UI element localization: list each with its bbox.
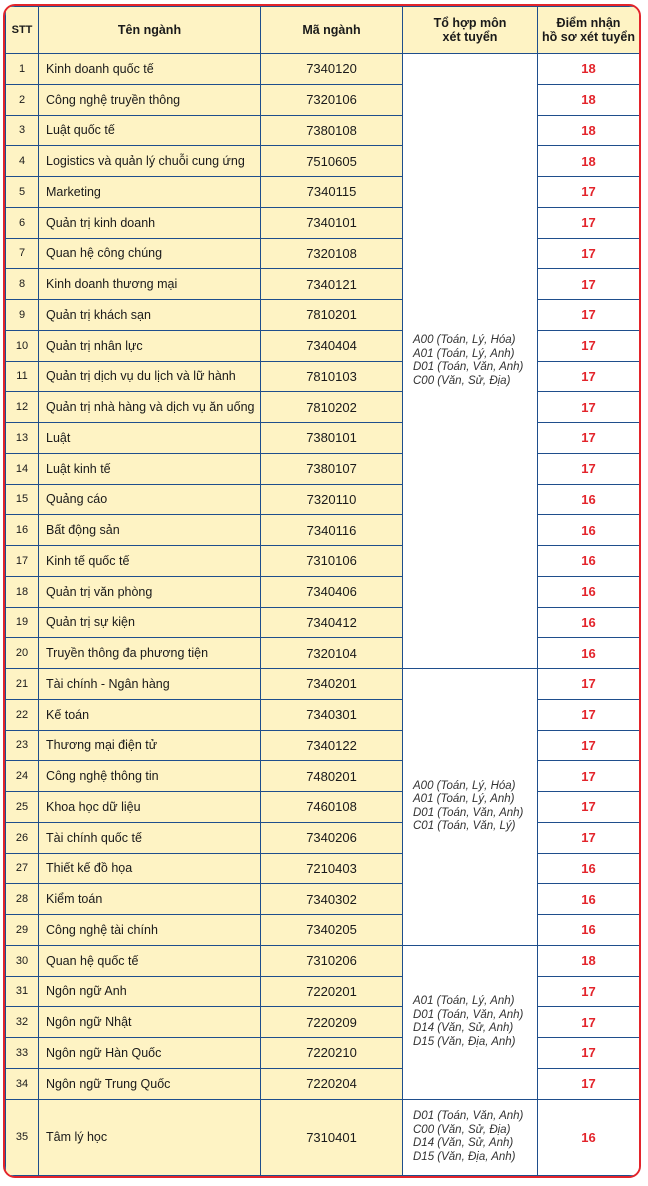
row-stt: 1 [6,54,39,85]
table-row [6,453,640,484]
row-major-name: Quản trị văn phòng [39,576,261,607]
row-major-code: 7460108 [261,792,403,823]
table-row [6,484,640,515]
row-major-code: 7320110 [261,484,403,515]
row-stt: 21 [6,669,39,700]
table-row [6,54,640,85]
row-major-name: Luật kinh tế [39,453,261,484]
row-stt: 10 [6,330,39,361]
row-min-score: 17 [538,1038,640,1069]
row-major-code: 7480201 [261,761,403,792]
row-stt: 33 [6,1038,39,1069]
row-major-code: 7340122 [261,730,403,761]
table-row [6,607,640,638]
row-min-score: 17 [538,699,640,730]
row-stt: 16 [6,515,39,546]
row-min-score: 17 [538,177,640,208]
header-score: Điểm nhận hồ sơ xét tuyển [538,7,640,54]
row-major-code: 7340406 [261,576,403,607]
row-major-name: Thiết kế đồ họa [39,853,261,884]
row-major-name: Ngôn ngữ Trung Quốc [39,1068,261,1099]
row-major-name: Marketing [39,177,261,208]
row-stt: 17 [6,546,39,577]
row-min-score: 17 [538,392,640,423]
row-major-name: Công nghệ truyền thông [39,84,261,115]
row-min-score: 16 [538,638,640,669]
row-stt: 26 [6,822,39,853]
header-code: Mã ngành [261,7,403,54]
row-stt: 18 [6,576,39,607]
row-major-code: 7320108 [261,238,403,269]
row-min-score: 17 [538,453,640,484]
row-min-score: 16 [538,484,640,515]
table-row [6,638,640,669]
row-major-name: Quản trị sự kiện [39,607,261,638]
row-min-score: 17 [538,730,640,761]
row-stt: 20 [6,638,39,669]
row-major-code: 7380101 [261,423,403,454]
row-min-score: 16 [538,884,640,915]
row-major-code: 7340206 [261,822,403,853]
row-major-name: Luật quốc tế [39,115,261,146]
table-row [6,853,640,884]
table-row [6,915,640,946]
row-major-code: 7340412 [261,607,403,638]
row-major-code: 7310206 [261,945,403,976]
row-major-code: 7340302 [261,884,403,915]
row-stt: 23 [6,730,39,761]
table-row [6,115,640,146]
table-row [6,177,640,208]
row-stt: 31 [6,976,39,1007]
row-stt: 24 [6,761,39,792]
row-stt: 25 [6,792,39,823]
row-major-name: Khoa học dữ liệu [39,792,261,823]
row-major-name: Quản trị nhân lực [39,330,261,361]
table-row [6,1068,640,1099]
admission-table-frame [3,4,641,1178]
row-major-code: 7220204 [261,1068,403,1099]
row-stt: 28 [6,884,39,915]
row-major-code: 7310401 [261,1099,403,1176]
row-major-code: 7810201 [261,300,403,331]
table-row [6,761,640,792]
row-major-name: Tài chính quốc tế [39,822,261,853]
row-min-score: 17 [538,1007,640,1038]
table-row [6,792,640,823]
table-row [6,884,640,915]
table-row [6,84,640,115]
row-major-code: 7380108 [261,115,403,146]
row-major-name: Quan hệ công chúng [39,238,261,269]
row-min-score: 18 [538,146,640,177]
row-major-code: 7210403 [261,853,403,884]
row-stt: 12 [6,392,39,423]
row-major-name: Quản trị nhà hàng và dịch vụ ăn uống [39,392,261,423]
row-major-name: Kinh doanh thương mại [39,269,261,300]
row-min-score: 17 [538,792,640,823]
row-major-code: 7340116 [261,515,403,546]
row-min-score: 17 [538,822,640,853]
row-min-score: 17 [538,238,640,269]
row-min-score: 17 [538,1068,640,1099]
row-stt: 22 [6,699,39,730]
row-stt: 15 [6,484,39,515]
row-major-code: 7510605 [261,146,403,177]
row-major-code: 7320106 [261,84,403,115]
row-major-name: Kế toán [39,699,261,730]
table-row [6,300,640,331]
table-row [6,361,640,392]
row-major-code: 7220209 [261,1007,403,1038]
row-stt: 5 [6,177,39,208]
row-major-code: 7340201 [261,669,403,700]
header-stt: STT [6,7,39,54]
row-min-score: 16 [538,515,640,546]
table-row [6,330,640,361]
header-name: Tên ngành [39,7,261,54]
table-row [6,699,640,730]
row-major-code: 7220201 [261,976,403,1007]
row-major-name: Công nghệ tài chính [39,915,261,946]
subject-combination-cell: A00 (Toán, Lý, Hóa) A01 (Toán, Lý, Anh) D01 (Toán, Văn, Anh) C00 (Văn, Sử, Địa) [403,54,538,669]
subject-combination-cell: A01 (Toán, Lý, Anh) D01 (Toán, Văn, Anh) D14 (Văn, Sử, Anh) D15 (Văn, Địa, Anh) [403,945,538,1099]
row-stt: 19 [6,607,39,638]
row-stt: 8 [6,269,39,300]
table-row [6,146,640,177]
row-major-code: 7320104 [261,638,403,669]
row-major-name: Quản trị khách sạn [39,300,261,331]
table-row [6,238,640,269]
subject-combination-cell: A00 (Toán, Lý, Hóa) A01 (Toán, Lý, Anh) D01 (Toán, Văn, Anh) C01 (Toán, Văn, Lý) [403,669,538,946]
row-min-score: 17 [538,669,640,700]
table-row [6,546,640,577]
row-major-code: 7380107 [261,453,403,484]
row-major-name: Ngôn ngữ Nhật [39,1007,261,1038]
row-min-score: 17 [538,423,640,454]
row-stt: 13 [6,423,39,454]
row-stt: 9 [6,300,39,331]
table-row [6,207,640,238]
table-row [6,976,640,1007]
row-min-score: 16 [538,607,640,638]
table-row [6,822,640,853]
table-body [6,54,640,1176]
row-major-code: 7340120 [261,54,403,85]
row-min-score: 18 [538,84,640,115]
row-major-name: Quan hệ quốc tế [39,945,261,976]
row-stt: 32 [6,1007,39,1038]
row-major-code: 7340404 [261,330,403,361]
row-stt: 29 [6,915,39,946]
row-min-score: 16 [538,546,640,577]
table-row [6,515,640,546]
header-combo: Tổ hợp môn xét tuyển [403,7,538,54]
subject-combination-cell: D01 (Toán, Văn, Anh) C00 (Văn, Sử, Địa) D14 (Văn, Sử, Anh) D15 (Văn, Địa, Anh) [403,1099,538,1176]
table-row [6,1007,640,1038]
row-major-name: Quảng cáo [39,484,261,515]
row-min-score: 17 [538,269,640,300]
row-stt: 27 [6,853,39,884]
row-major-code: 7810103 [261,361,403,392]
row-major-name: Công nghệ thông tin [39,761,261,792]
row-major-code: 7340121 [261,269,403,300]
table-row [6,945,640,976]
row-major-name: Tài chính - Ngân hàng [39,669,261,700]
row-major-name: Quản trị dịch vụ du lịch và lữ hành [39,361,261,392]
row-min-score: 16 [538,915,640,946]
admission-table [5,6,640,1176]
row-stt: 7 [6,238,39,269]
row-stt: 3 [6,115,39,146]
row-min-score: 17 [538,300,640,331]
row-major-name: Quản trị kinh doanh [39,207,261,238]
row-min-score: 17 [538,976,640,1007]
row-major-code: 7340115 [261,177,403,208]
row-major-name: Kinh doanh quốc tế [39,54,261,85]
row-min-score: 16 [538,576,640,607]
table-row [6,730,640,761]
row-stt: 35 [6,1099,39,1176]
row-major-code: 7340205 [261,915,403,946]
row-stt: 2 [6,84,39,115]
table-row [6,576,640,607]
row-major-name: Ngôn ngữ Hàn Quốc [39,1038,261,1069]
row-major-code: 7310106 [261,546,403,577]
table-row [6,1099,640,1176]
row-min-score: 17 [538,361,640,392]
row-min-score: 17 [538,761,640,792]
row-stt: 34 [6,1068,39,1099]
row-major-name: Tâm lý học [39,1099,261,1176]
row-stt: 6 [6,207,39,238]
row-major-name: Kinh tế quốc tế [39,546,261,577]
table-row [6,1038,640,1069]
row-major-name: Truyền thông đa phương tiện [39,638,261,669]
row-min-score: 18 [538,945,640,976]
table-header-row [6,7,640,54]
row-stt: 30 [6,945,39,976]
row-major-name: Kiểm toán [39,884,261,915]
row-stt: 4 [6,146,39,177]
table-row [6,669,640,700]
row-major-code: 7810202 [261,392,403,423]
row-major-name: Luật [39,423,261,454]
row-major-name: Logistics và quản lý chuỗi cung ứng [39,146,261,177]
row-min-score: 17 [538,330,640,361]
row-major-code: 7340301 [261,699,403,730]
row-major-name: Ngôn ngữ Anh [39,976,261,1007]
table-row [6,392,640,423]
table-row [6,423,640,454]
row-min-score: 18 [538,115,640,146]
row-stt: 11 [6,361,39,392]
row-major-name: Bất động sản [39,515,261,546]
row-major-name: Thương mại điện tử [39,730,261,761]
row-min-score: 18 [538,54,640,85]
row-min-score: 16 [538,853,640,884]
row-min-score: 16 [538,1099,640,1176]
row-stt: 14 [6,453,39,484]
table-row [6,269,640,300]
row-major-code: 7220210 [261,1038,403,1069]
row-major-code: 7340101 [261,207,403,238]
row-min-score: 17 [538,207,640,238]
